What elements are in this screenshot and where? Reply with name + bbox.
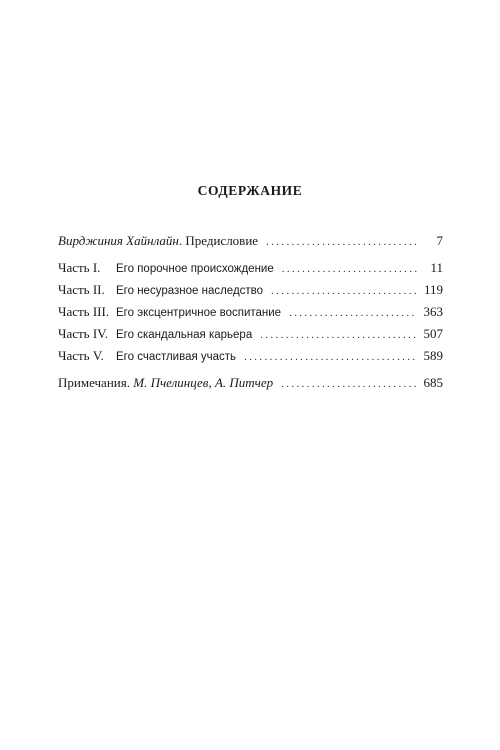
part-number: Часть III. xyxy=(58,304,110,319)
part-title: Его несуразное наследство xyxy=(116,285,264,297)
toc-entry-label xyxy=(58,259,274,278)
part-number: Часть IV. xyxy=(58,326,109,341)
toc-entry-part-2[interactable] xyxy=(58,281,443,299)
dot-leader xyxy=(244,348,417,366)
toc-heading: СОДЕРЖАНИЕ xyxy=(197,183,303,198)
part-title: Его счастливая участь xyxy=(116,351,237,363)
part-title: Его порочное происхождение xyxy=(116,263,274,275)
toc-entry-preface[interactable] xyxy=(58,232,443,250)
part-number: Часть I. xyxy=(58,260,101,275)
toc-entry-label xyxy=(58,374,273,392)
toc-entry-part-3[interactable] xyxy=(58,303,443,321)
toc-entry-label xyxy=(58,325,252,344)
toc-entry-notes[interactable] xyxy=(58,374,443,392)
dot-leader xyxy=(289,304,417,322)
dot-leader xyxy=(281,375,417,393)
toc-entry-label xyxy=(58,281,263,300)
page-number: 119 xyxy=(423,282,443,297)
page-number: 11 xyxy=(430,260,443,275)
page-number: 507 xyxy=(423,326,443,341)
part-number: Часть II. xyxy=(58,282,105,297)
toc-entry-part-4[interactable] xyxy=(58,325,443,343)
toc-entry-label xyxy=(58,347,236,366)
page-number: 589 xyxy=(423,348,443,363)
page-number: 7 xyxy=(436,233,443,248)
preface-author: Вирджиния Хайнлайн xyxy=(58,233,179,248)
dot-leader xyxy=(271,282,417,300)
page-number: 363 xyxy=(423,304,443,319)
toc-entry-label xyxy=(58,232,258,250)
dot-leader xyxy=(266,233,417,251)
toc-entry-part-1[interactable] xyxy=(58,259,443,277)
part-number: Часть V. xyxy=(58,348,104,363)
preface-separator: . xyxy=(178,233,183,248)
part-title: Его скандальная карьера xyxy=(116,329,253,341)
part-title: Его эксцентричное воспитание xyxy=(116,307,282,319)
toc-entry-label xyxy=(58,303,281,322)
dot-leader xyxy=(260,326,417,344)
notes-authors: М. Пчелинцев, А. Питчер xyxy=(133,375,274,390)
dot-leader xyxy=(282,260,417,278)
preface-title: Предисловие xyxy=(185,233,259,248)
notes-label: Примечания. xyxy=(58,375,130,390)
page-number: 685 xyxy=(423,375,443,390)
toc-entry-part-5[interactable] xyxy=(58,347,443,365)
